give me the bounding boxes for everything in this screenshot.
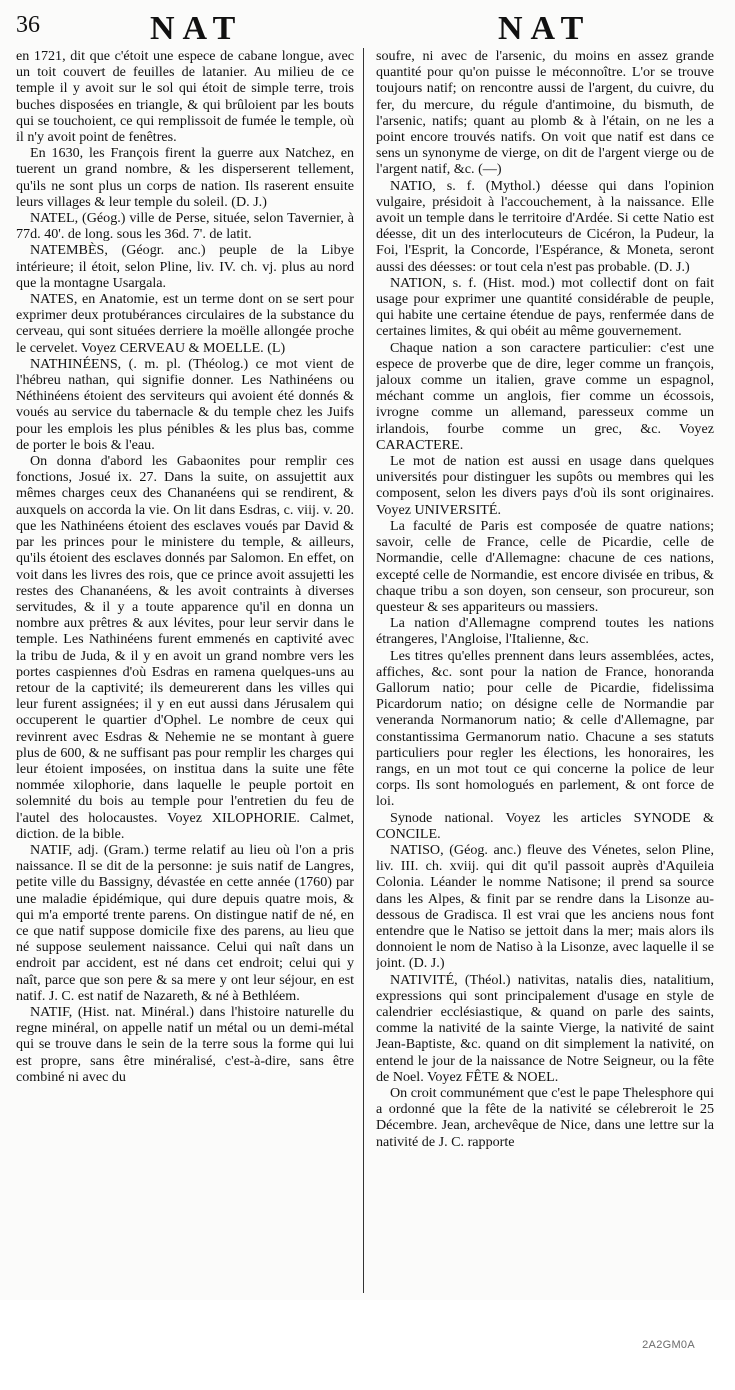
paragraph: NATEMBÈS, (Géogr. anc.) peuple de la Libye intérieure; il étoit, selon Pline, liv. IV. ch. vj. plus au nord que la montagne Usargala. <box>16 242 354 291</box>
paragraph: NATEL, (Géog.) ville de Perse, située, selon Tavernier, à 77d. 40'. de long. sous les 36d. 7'. de latit. <box>16 210 354 243</box>
paragraph: La nation d'Allemagne comprend toutes les nations étrangeres, l'Angloise, l'Italienne, &c. <box>376 615 714 648</box>
paragraph: Synode national. Voyez les articles SYNODE & CONCILE. <box>376 809 714 842</box>
paragraph: NATIVITÉ, (Théol.) nativitas, natalis dies, natalitium, expressions qui sont principalement d'usage en style de calendrier ecclésiastique, & quand on parle des saints, comme la nativité de la sainte Vierge, la nativité de saint Jean-Baptiste, &c. quand on dit simplement la nativité, on entend le jour de la naissance de Notre Seigneur, ou la fête de Noel. Voyez FÊTE & NOEL. <box>376 971 714 1085</box>
page-header <box>0 6 735 50</box>
right-text-column <box>376 48 714 1298</box>
paragraph: NATHINÉENS, (. m. pl. (Théolog.) ce mot vient de l'hébreu nathan, qui signifie donner. Les Nathinéens ou Néthinéens étoient des serviteurs qui avoient été donnés & voués au service du tabernacle & du temple chez les Juifs pour les emplois les plus pénibles & les plus bas, comme de porter le bois & l'eau. <box>16 355 354 453</box>
left-text-column <box>16 48 354 1298</box>
paragraph: NATIF, (Hist. nat. Minéral.) dans l'histoire naturelle du regne minéral, on appelle natif un métal ou un demi-métal qui se trouve dans le sein de la terre sous la forme qui lui est propre, sans être minéralisé, c'est-à-dire, sans être combiné ni avec du <box>16 1003 354 1085</box>
left-running-headword: NAT <box>150 10 244 47</box>
right-running-headword: NAT <box>498 10 592 47</box>
paragraph: Chaque nation a son caractere particulier: c'est une espece de proverbe que de dire, leger comme un françois, jaloux comme un italien, grave comme un espagnol, méchant comme un anglois, fier comme un écossois, ivrogne comme un allemand, paresseux comme un irlandois, fourbe comme un grec, &c. Voyez CARACTERE. <box>376 339 714 453</box>
paragraph: On donna d'abord les Gabaonites pour remplir ces fonctions, Josué ix. 27. Dans la suite, on assujettit aux mêmes charges ceux des Chananéens qui se rendirent, & auxquels on accorda la vie. On lit dans Esdras, c. viij. v. 20. que les Nathinéens étoient des esclaves voués par David & par les princes pour le ministere du temple, & ailleurs, qu'ils étoient des esclaves donnés par Salomon. En effet, on voit dans les livres des rois, que ce prince avoit assujetti les restes des Chananéens, & les avoit contraints à diverses servitudes, & il y a toute apparence qu'il en donna un nombre aux prêtres & aux lévites, pour leur servir dans le temple. Les Nathinéens furent emmenés en captivité avec la tribu de Juda, & il y en avoit un grand nombre vers les portes caspiennes d'où Esdras en ramena quelques-uns au retour de la captivité; ils demeurerent dans les villes qui leur furent assignées; il y en eut aussi dans Jérusalem qui occuperent le quartier d'Ophel. Le nombre de ceux qui revinrent avec Esdras & Nehemie ne se montant à guere plus de 600, & ne suffisant pas pour remplir les charges qui leur étoient imposées, on institua dans la suite une fête nommée xilophorie, dans laquelle le peuple portoit en solemnité du bois au temple pour l'entretien du feu de l'autel des holocaustes. Voyez XILOPHORIE. Calmet, diction. de la bible. <box>16 453 354 842</box>
paragraph: Les titres qu'elles prennent dans leurs assemblées, actes, affiches, &c. sont pour la nation de France, honoranda Gallorum natio; pour celle de Picardie, fidelissima Picardorum natio; on désigne celle de Normandie par veneranda Normanorum natio; & celle d'Allemagne, par constantissima Germanorum natio. Chacune a ses statuts particuliers pour regler les élections, les honoraires, les rangs, en un mot tout ce qui concerne la police de leur corps. Ils sont homologués en parlement, & ont force de loi. <box>376 647 714 810</box>
paragraph: soufre, ni avec de l'arsenic, du moins en assez grande quantité pour qu'on puisse le méconnoître. L'or se trouve toujours natif; on rencontre aussi de l'argent, du cuivre, du fer, du mercure, du régule d'antimoine, du bismuth, de l'arsenic, natifs; quant au plomb & à l'étain, on ne les a point encore trouvés natifs. On voit que natif est dans ce sens un synonyme de vierge, on dit de l'argent vierge ou de l'argent natif, &c. (—) <box>376 48 714 178</box>
page-number: 36 <box>16 12 40 38</box>
paragraph: La faculté de Paris est composée de quatre nations; savoir, celle de France, celle de Picardie, celle de Normandie, celle d'Allemagne: chacune de ces nations, excepté celle de Normandie, est encore divisée en tribus, & chaque tribu a son doyen, son censeur, son procureur, son questeur & ses appariteurs ou massiers. <box>376 517 714 615</box>
paragraph: NATION, s. f. (Hist. mod.) mot collectif dont on fait usage pour exprimer une quantité considérable de peuple, qui habite une certaine étendue de pays, renfermée dans de certaines limites, & qui obéit au même gouvernement. <box>376 274 714 340</box>
paragraph: En 1630, les François firent la guerre aux Natchez, en tuerent un grand nombre, & les disperserent tellement, qu'ils ne sont plus un corps de nation. Ils raserent ensuite leurs villages & leur temple du soleil. (D. J.) <box>16 145 354 210</box>
paragraph: On croit communément que c'est le pape Thelesphore qui a ordonné que la fête de la nativité se célebreroit le 25 Décembre. Jean, archevêque de Nice, dans une lettre sur la nativité de J. C. rapporte <box>376 1085 714 1150</box>
paragraph: NATES, en Anatomie, est un terme dont on se sert pour exprimer deux protubérances circulaires de la substance du cerveau, qui sont situées derriere la moëlle allongée proche le cervelet. Voyez CERVEAU & MOELLE. (L) <box>16 291 354 356</box>
paragraph: NATIO, s. f. (Mythol.) déesse qui dans l'opinion vulgaire, présidoit à l'accouchement, à la naissance. Elle avoit un temple dans le territoire d'Ardée. Si cette Natio est déesse, dit un des interlocuteurs de Cicéron, la Pudeur, la Foi, l'Esprit, la Concorde, l'Espérance, & Moneta, seront aussi des déesses: or tout cela n'est pas probable. (D. J.) <box>376 177 714 275</box>
column-divider <box>363 48 364 1293</box>
image-id-watermark: 2A2GM0A <box>642 1339 695 1351</box>
paragraph: en 1721, dit que c'étoit une espece de cabane longue, avec un toit couvert de feuilles de latanier. Au milieu de ce temple il y avoit sur le sol qui étoit de simple terre, trois buches disposées en triangle, & qui brûloient par les bouts qui se touchoient, ce qui remplissoit de fumée le temple, où il n'y avoit point de fenêtres. <box>16 48 354 146</box>
paragraph: NATIF, adj. (Gram.) terme relatif au lieu où l'on a pris naissance. Il se dit de la personne: je suis natif de Langres, petite ville du Bassigny, dévastée en cette année (1760) par une maladie épidémique, qui dure depuis quatre mois, & qui m'a emporté trente parens. On distingue natif de né, en ce que natif suppose domicile fixe des parens, au lieu que né suppose seulement naissance. Celui qui naît dans un endroit par accident, est né dans cet endroit; celui qui y naît, parce que son pere & sa mere y ont leur séjour, en est natif. J. C. est natif de Nazareth, & né à Bethléem. <box>16 841 354 1004</box>
paragraph: Le mot de nation est aussi en usage dans quelques universités pour distinguer les supôts ou membres qui les composent, selon les divers pays d'où ils sont originaires. Voyez UNIVERSITÉ. <box>376 453 714 518</box>
paragraph: NATISO, (Géog. anc.) fleuve des Vénetes, selon Pline, liv. III. ch. xviij. qui dit qu'il passoit auprès d'Aquileia Colonia. Léander le nomme Natisone; il prend sa source dans les Alpes, & finit par se rendre dans la Lisonze au-dessous de Gradisca. Il est vrai que les anciens nous font entendre que le Natiso se jettoit dans la mer; mais alors ils donnoient le nom de Natiso à la Lisonze, avec laquelle il se joint. (D. J.) <box>376 841 714 972</box>
